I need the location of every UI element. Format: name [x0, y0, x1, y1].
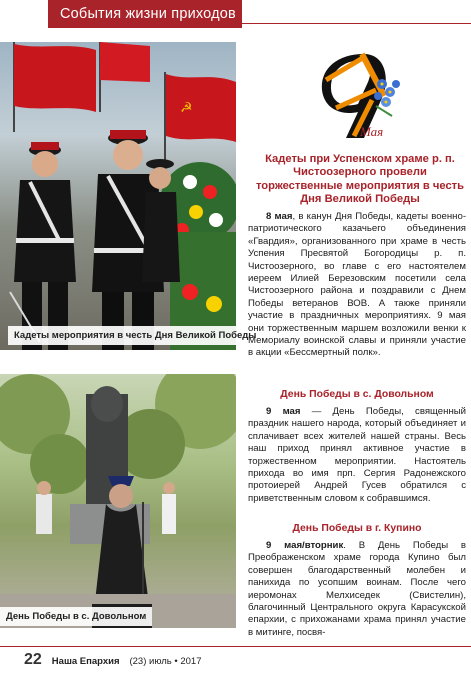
memorial-photo-illustration — [0, 374, 236, 628]
article-2-headline: День Победы в с. Довольном — [280, 389, 434, 400]
article-3-text: . В День Победы в Преображенском храме города Купино был совершен благодарственный молебен и панихида по усопшим воинам. После чего иеромонах Мелхиседек (Свистелин), благочинный Центрального округа Карасукской епархии, с прихожанами храма принял участие в митинге, посвя- — [248, 540, 466, 638]
page-number: 22 — [24, 651, 42, 668]
page-footer — [24, 651, 201, 669]
article-1-lead: 8 мая — [266, 211, 293, 222]
memorial-photo — [0, 374, 236, 628]
article-3-body — [248, 540, 466, 640]
photo-caption-cadets: Кадеты мероприятия в честь Дня Великой Победы — [8, 326, 262, 345]
header-rule — [242, 23, 471, 24]
victory-day-logo — [306, 46, 414, 146]
cadets-photo-illustration — [0, 42, 236, 350]
issue-info: (23) июль • 2017 — [129, 656, 202, 667]
article-1-headline: Кадеты при Успенском храме р. п. Чистоозерного провели торжественные мероприятия в честь Дня Великой Победы — [255, 153, 465, 206]
section-title: События жизни приходов — [60, 6, 236, 22]
logo-word: Мая — [360, 124, 384, 139]
article-1-body — [248, 211, 466, 383]
footer-rule — [0, 646, 471, 647]
cadets-photo — [0, 42, 236, 350]
svg-text:☭: ☭ — [180, 100, 193, 116]
magazine-name: Наша Епархия — [51, 656, 120, 667]
article-2-body — [248, 406, 466, 518]
photo-caption-memorial: День Победы в с. Довольном — [0, 607, 152, 626]
article-3-headline: День Победы в г. Купино — [292, 523, 422, 534]
article-1-text: , в канун Дня Победы, кадеты военно-патриотического казачьего объединения «Гвардия», организованного при храме в честь Успения Пресвятой Богородицы р. п. Чистоозерного, во главе с его настоятелем иереем Илией Березовским посетили села Чистоозерного района и поздравили с Днем Победы ветеранов ВОВ. А также приняли участие в праздничных мероприятиях. 9 мая они торжественным маршем возложили венки к Мемориалу воинской славы и приняли участие в акции «Бессмертный полк». — [248, 211, 467, 359]
article-2-lead: 9 мая — [266, 406, 301, 417]
article-3-lead: 9 мая/вторник — [266, 540, 344, 551]
article-2-text: — День Победы, священный праздник нашего народа, который объединяет и сплачивает всех жителей нашей страны. Весь наш приход принял активное участие в торжественном мероприятии. Настоятель прихода во имя прп. Сергия Радонежского протоиерей Андрей Гусев обратился с приветственным словом к собравшимся. — [248, 406, 466, 504]
section-title-bar — [48, 0, 242, 28]
